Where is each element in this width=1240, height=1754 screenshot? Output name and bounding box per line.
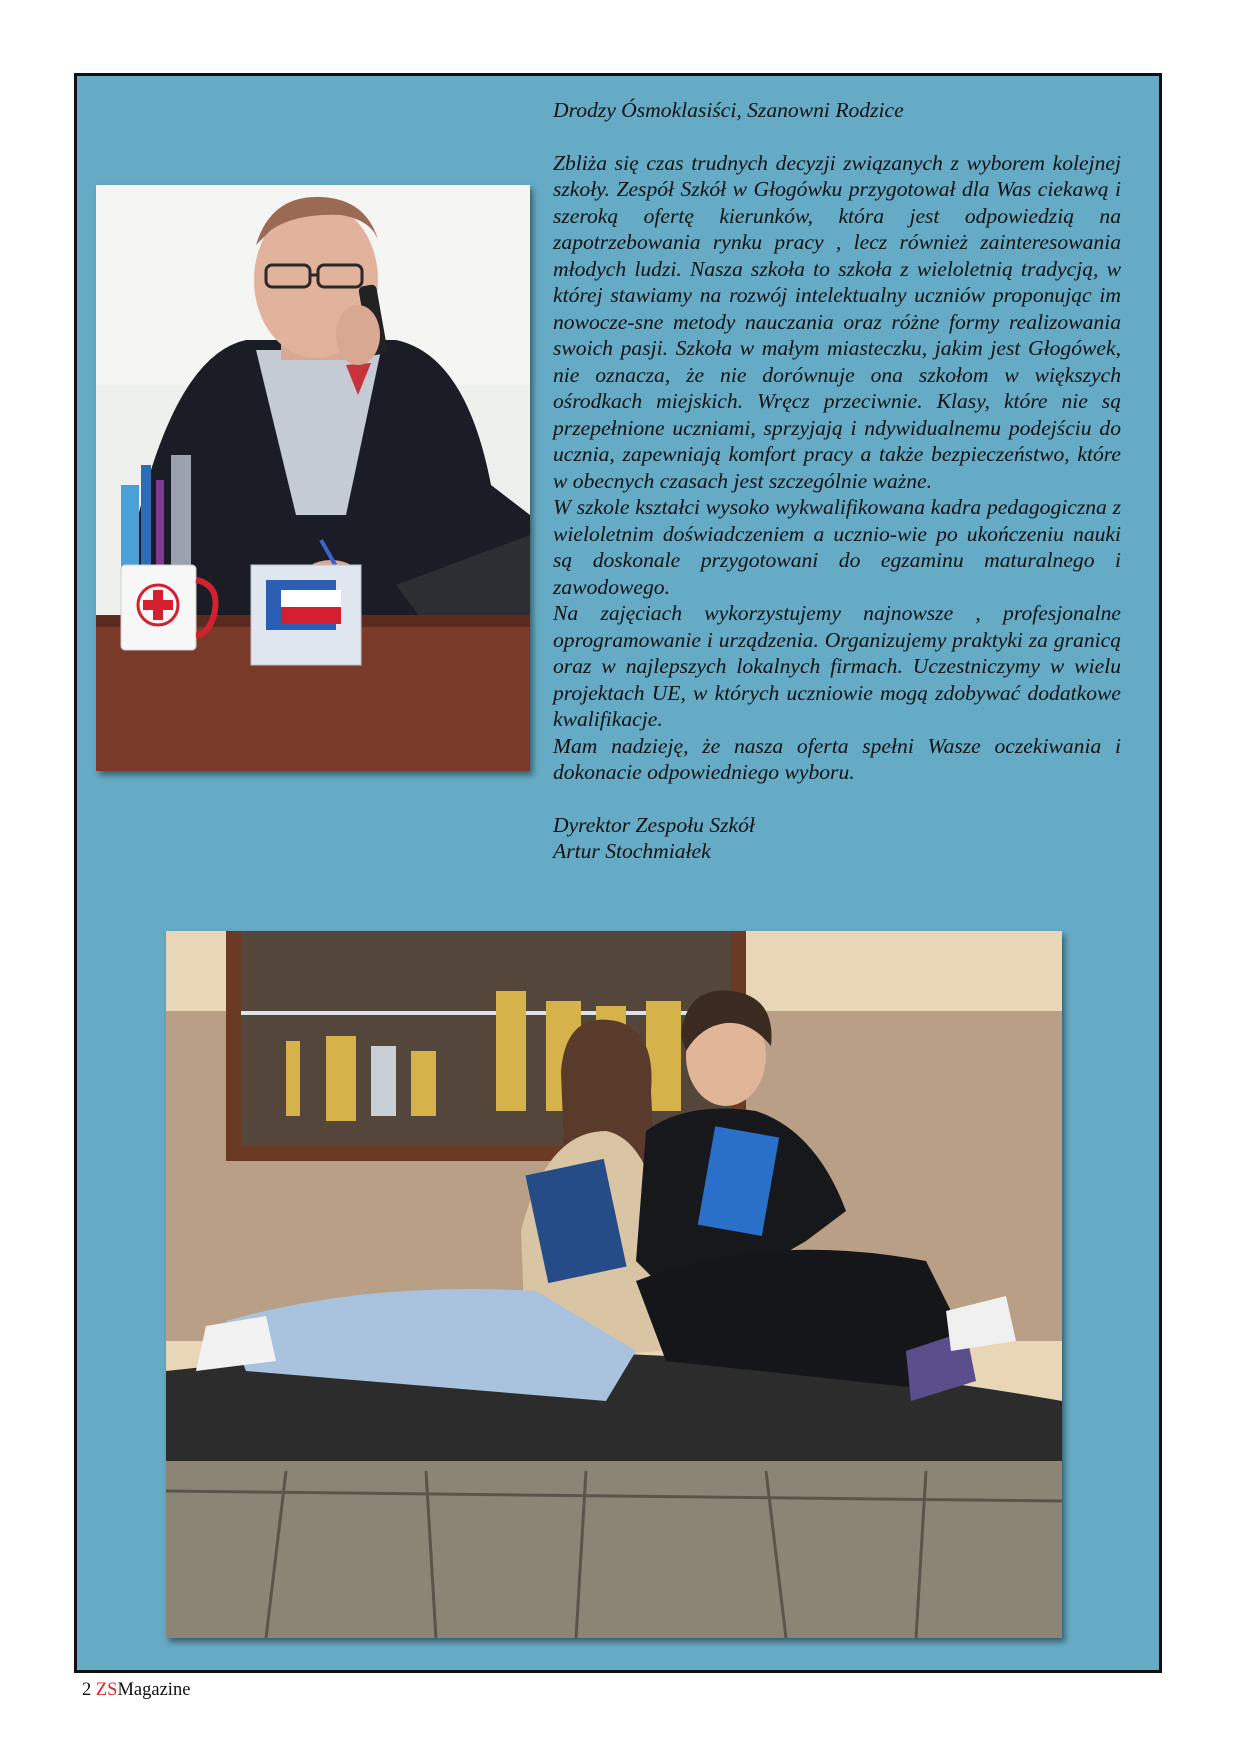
principal-photo-illustration: [96, 185, 530, 771]
students-photo: [166, 931, 1062, 1638]
brand-prefix: ZS: [95, 1680, 118, 1700]
letter-greeting: Drodzy Ósmoklasiści, Szanowni Rodzice: [553, 98, 904, 122]
signature-name: Artur Stochmiałek: [553, 839, 711, 863]
signature-title: Dyrektor Zespołu Szkół: [553, 812, 755, 837]
page-footer: [82, 1680, 190, 1701]
brand-suffix: Magazine: [117, 1680, 191, 1700]
letter-paragraph-1: Zbliża się czas trudnych decyzji związanych z wyborem kolejnej szkoły. Zespół Szkół w Głogówku przygotował dla Was ciekawą i szeroką ofertę kierunków, która jest odpowiedzią na zapotrzebowania rynku pracy , lecz również zainteresowania młodych ludzi. Nasza szkoła to szkoła z wieloletnią tradycją, w której stawiamy na rozwój intelektualny uczniów proponując im nowocze-sne metody nauczania oraz różne formy realizowania swoich pasji. Szkoła w małym miasteczku, jakim jest Głogówek, nie oznacza, że nie dorównuje ona szkołom w większych ośrodkach miejskich. Wręcz przeciwnie. Klasy, które nie są przepełnione uczniami, sprzyjają i ndywidualnemu podejściu do ucznia, zapewniają komfort pracy a także bezpieczeństwo, które w obecnych czasach jest szczególnie ważne.: [553, 150, 1121, 493]
letter-paragraph-3: Na zajęciach wykorzystujemy najnowsze , profesjonalne oprogramowanie i urządzenia. Organizujemy praktyki za granicą oraz w najlepszych lokalnych firmach. Uczestniczymy w wielu projektach UE, w których uczniowie mogą zdobywać dodatkowe kwalifikacje.: [553, 601, 1121, 731]
principal-photo: [96, 185, 530, 771]
letter-paragraph-2: W szkole kształci wysoko wykwalifikowana kadra pedagogiczna z wieloletnim doświadczeniem a ucznio-wie po ukończeniu nauki są doskonale przygotowani do egzaminu maturalnego i zawodowego.: [553, 495, 1121, 599]
page-number: 2: [82, 1680, 92, 1700]
letter: [553, 97, 1121, 865]
students-photo-illustration: [166, 931, 1062, 1638]
letter-paragraph-4: Mam nadzieję, że nasza oferta spełni Wasze oczekiwania i dokonacie odpowiedniego wyboru.: [553, 733, 1121, 784]
